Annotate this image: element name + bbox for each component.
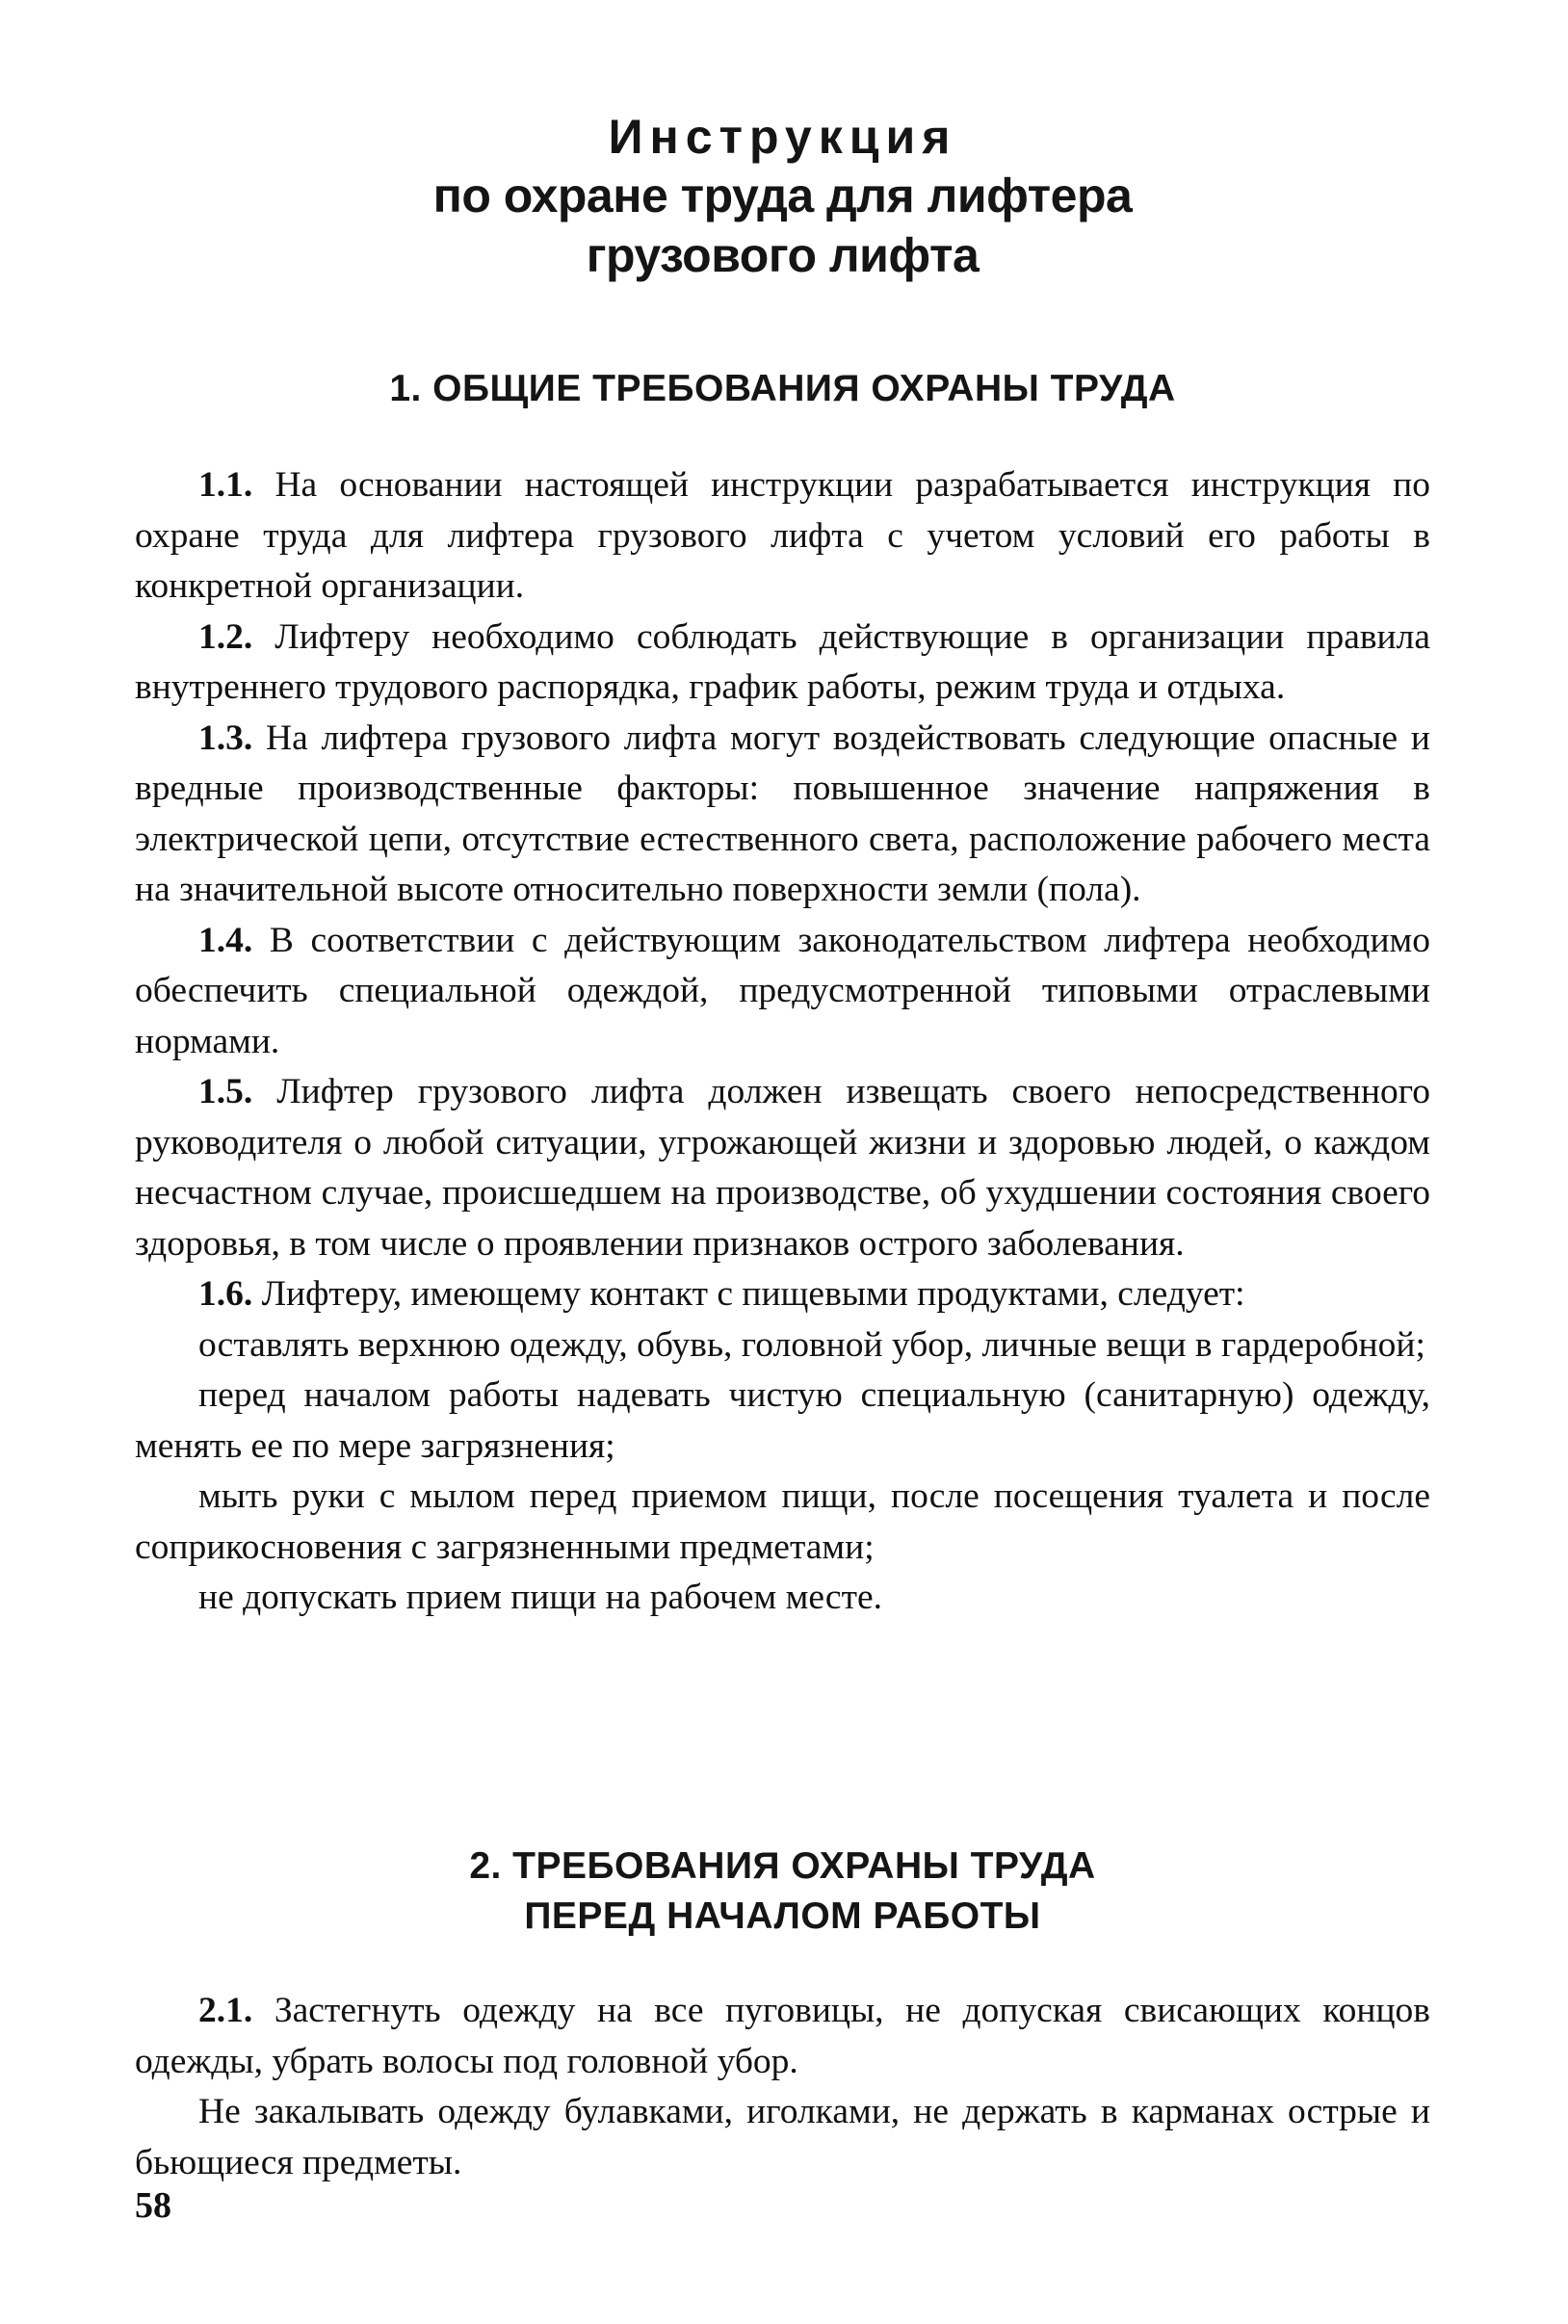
paragraph-number: 1.5.	[198, 1072, 253, 1111]
paragraph-1-2	[135, 613, 1430, 714]
title-main: Инструкция	[608, 110, 957, 164]
paragraph-1-5	[135, 1067, 1430, 1269]
list-item: перед началом работы надевать чистую специальную (санитарную) одежду, менять ее по мере загрязнения;	[135, 1375, 1430, 1466]
document-title	[135, 108, 1430, 285]
section-2-heading	[135, 1841, 1430, 1942]
section-2-heading-line-2: ПЕРЕД НАЧАЛОМ РАБОТЫ	[524, 1895, 1041, 1937]
paragraph-text: Лифтеру, имеющему контакт с пищевыми продуктами, следует:	[261, 1274, 1245, 1314]
paragraph-number: 1.6.	[198, 1274, 253, 1314]
paragraph-number: 1.3.	[198, 718, 253, 758]
section-1-body	[135, 460, 1430, 1624]
list-item: не допускать прием пищи на рабочем месте.	[198, 1578, 882, 1617]
paragraph-text: В соответствии с действующим законодательством лифтера необходимо обеспечить специальной одеждой, предусмотренной типовыми отраслевыми нормами.	[135, 920, 1430, 1061]
paragraph-1-4	[135, 916, 1430, 1068]
list-item: оставлять верхнюю одежду, обувь, головной убор, личные вещи в гардеробной;	[198, 1324, 1425, 1365]
title-line-2: по охране труда для лифтера	[432, 169, 1133, 222]
paragraph-number: 1.2.	[198, 616, 253, 657]
paragraph-number: 1.1.	[198, 465, 253, 505]
paragraph-text: Лифтеру необходимо соблюдать действующие в организации правила внутреннего трудового распорядка, график работы, режим труда и отдыха.	[135, 616, 1430, 707]
paragraph-1-3	[135, 714, 1430, 916]
paragraph-number: 2.1.	[198, 1991, 253, 2030]
section-2-heading-line-1: 2. ТРЕБОВАНИЯ ОХРАНЫ ТРУДА	[469, 1845, 1096, 1887]
paragraph-number: 1.4.	[198, 920, 253, 960]
paragraph-2-extra: Не закалывать одежду булавками, иголками, не держать в карманах острые и бьющиеся предметы.	[135, 2092, 1430, 2182]
page-number: 58	[135, 2185, 171, 2226]
paragraph-text: Застегнуть одежду на все пуговицы, не допуская свисающих концов одежды, убрать волосы под головной убор.	[135, 1991, 1431, 2081]
paragraph-text: На лифтера грузового лифта могут воздействовать следующие опасные и вредные производственные факторы: повышенное значение напряжения в электрической цепи, отсутствие естественного света, расположение рабочего места на значительной высоте относительно поверхности земли (пола).	[135, 718, 1430, 909]
book-page	[135, 0, 1430, 2324]
paragraph-text: На основании настоящей инструкции разрабатывается инструкция по охране труда для лифтера грузового лифта с учетом условий его работы в конкретной организации.	[135, 465, 1430, 606]
paragraph-1-1	[135, 460, 1430, 613]
paragraph-text: Лифтер грузового лифта должен извещать своего непосредственного руководителя о любой ситуации, угрожающей жизни и здоровью людей, о каждом несчастном случае, происшедшем на производстве, об ухудшении состояния своего здоровья, в том числе о проявлении признаков острого заболевания.	[135, 1072, 1430, 1264]
section-2-body	[135, 1986, 1430, 2188]
title-line-3: грузового лифта	[586, 228, 980, 282]
list-item: мыть руки с мылом перед приемом пищи, после посещения туалета и после соприкосновения с загрязненными предметами;	[135, 1476, 1430, 1567]
paragraph-1-6	[135, 1269, 1430, 1320]
section-1-heading: 1. ОБЩИЕ ТРЕБОВАНИЯ ОХРАНЫ ТРУДА	[389, 368, 1176, 409]
paragraph-2-1	[135, 1986, 1430, 2087]
